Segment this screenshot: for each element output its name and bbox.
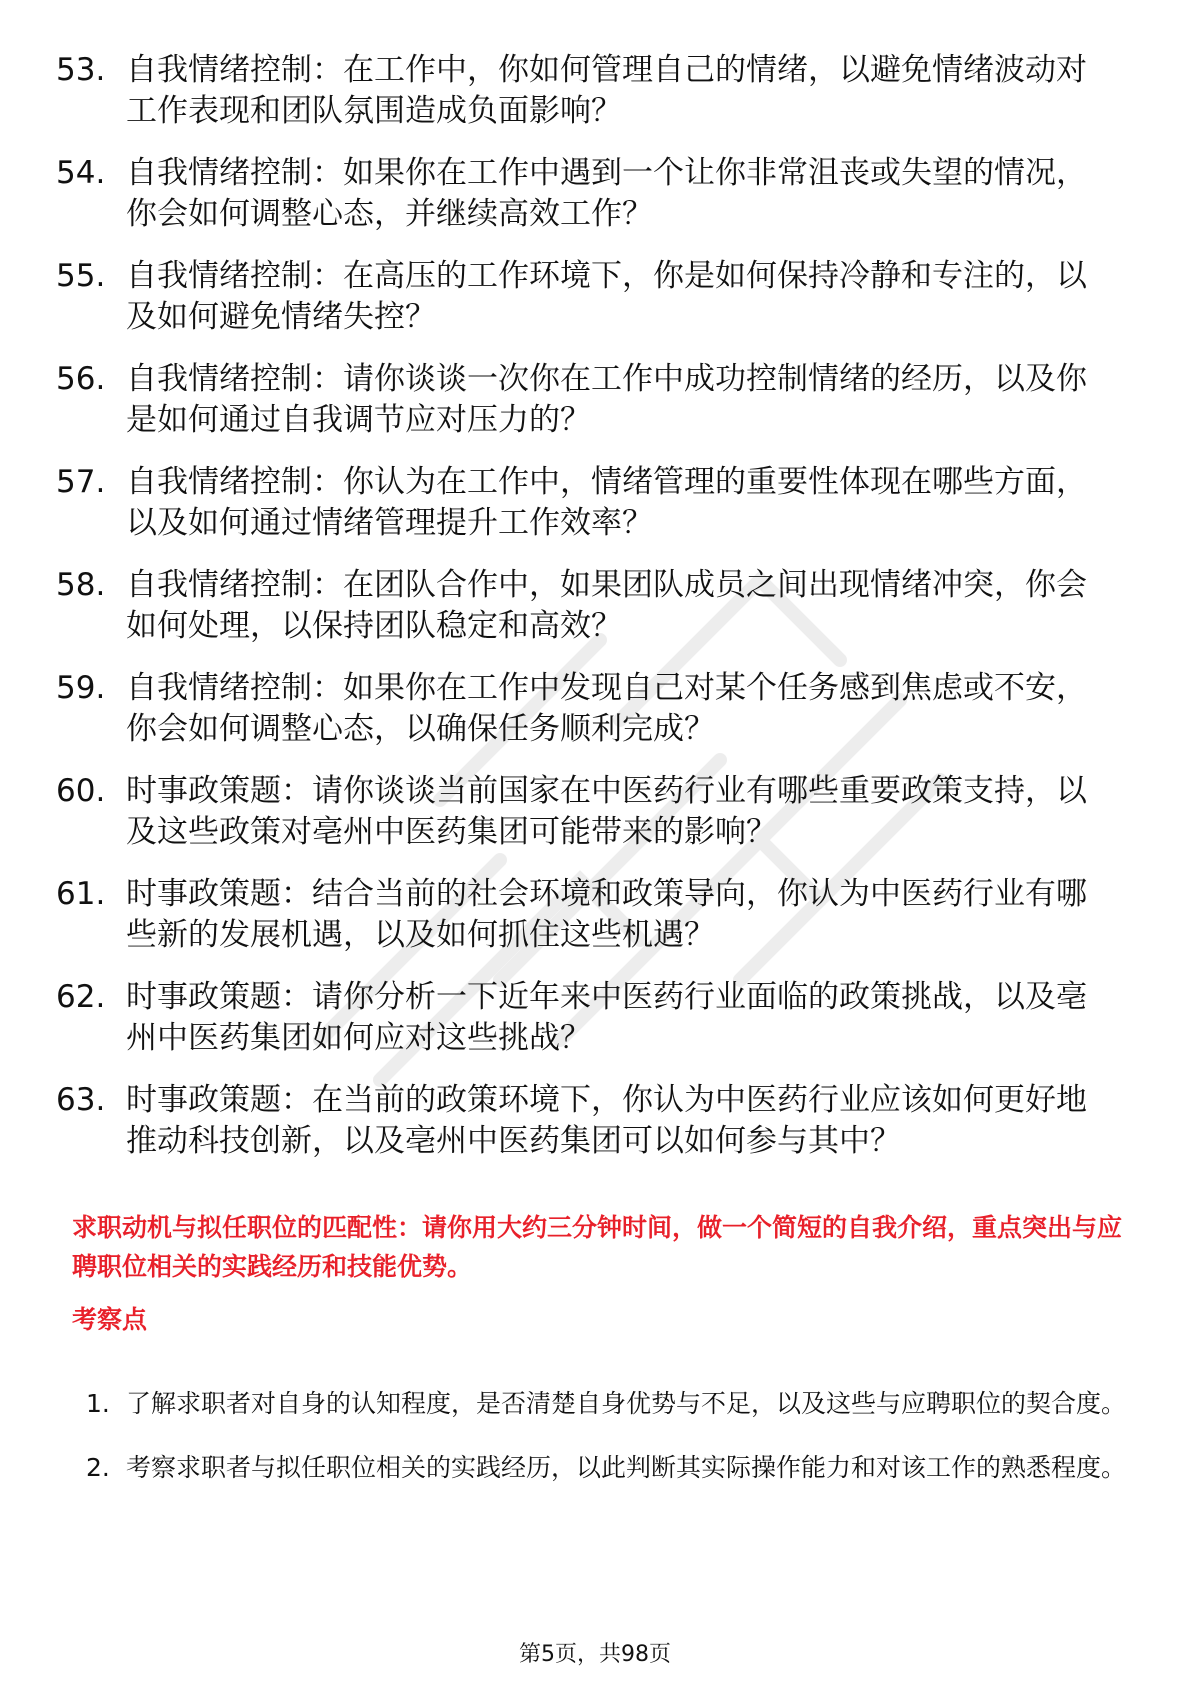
question-list — [56, 50, 1116, 1183]
question-item — [56, 771, 1116, 853]
question-item — [56, 50, 1116, 132]
point-number: 1. — [86, 1389, 110, 1418]
question-item — [56, 565, 1116, 647]
question-text: 时事政策题：结合当前的社会环境和政策导向，你认为中医药行业有哪些新的发展机遇，以及如何抓住这些机遇？ — [126, 876, 1087, 953]
question-text: 自我情绪控制：在团队合作中，如果团队成员之间出现情绪冲突，你会如何处理，以保持团队稳定和高效？ — [126, 567, 1087, 644]
question-text: 时事政策题：请你谈谈当前国家在中医药行业有哪些重要政策支持，以及这些政策对亳州中医药集团可能带来的影响？ — [126, 773, 1087, 850]
assessment-points-list — [86, 1376, 1126, 1504]
highlighted-question: 求职动机与拟任职位的匹配性：请你用大约三分钟时间，做一个简短的自我介绍，重点突出与应聘职位相关的实践经历和技能优势。 — [72, 1213, 1123, 1281]
question-number: 63. — [56, 1082, 106, 1118]
question-text: 自我情绪控制：在工作中，你如何管理自己的情绪，以避免情绪波动对工作表现和团队氛围造成负面影响？ — [126, 52, 1087, 129]
question-text: 自我情绪控制：如果你在工作中遇到一个让你非常沮丧或失望的情况，你会如何调整心态，并继续高效工作？ — [126, 155, 1087, 232]
question-item — [56, 462, 1116, 544]
question-item — [56, 256, 1116, 338]
question-item — [56, 668, 1116, 750]
point-text: 了解求职者对自身的认知程度，是否清楚自身优势与不足，以及这些与应聘职位的契合度。 — [126, 1389, 1127, 1418]
point-number: 2. — [86, 1453, 110, 1482]
question-number: 53. — [56, 52, 106, 88]
question-text: 自我情绪控制：在高压的工作环境下，你是如何保持冷静和专注的，以及如何避免情绪失控？ — [126, 258, 1087, 335]
section-heading: 考察点 — [72, 1305, 148, 1334]
question-item — [56, 359, 1116, 441]
question-text: 时事政策题：在当前的政策环境下，你认为中医药行业应该如何更好地推动科技创新，以及亳州中医药集团可以如何参与其中？ — [126, 1082, 1087, 1159]
question-number: 57. — [56, 464, 106, 500]
point-text: 考察求职者与拟任职位相关的实践经历，以此判断其实际操作能力和对该工作的熟悉程度。 — [126, 1453, 1127, 1482]
question-text: 自我情绪控制：请你谈谈一次你在工作中成功控制情绪的经历，以及你是如何通过自我调节应对压力的？ — [126, 361, 1087, 438]
question-item — [56, 1080, 1116, 1162]
question-number: 58. — [56, 567, 106, 603]
assessment-point — [86, 1376, 1126, 1431]
question-item — [56, 977, 1116, 1059]
question-number: 62. — [56, 979, 106, 1015]
page-footer: 第5页，共98页 — [519, 1642, 671, 1667]
assessment-point — [86, 1440, 1126, 1495]
question-number: 60. — [56, 773, 106, 809]
question-item — [56, 153, 1116, 235]
question-text: 自我情绪控制：你认为在工作中，情绪管理的重要性体现在哪些方面，以及如何通过情绪管理提升工作效率？ — [126, 464, 1087, 541]
question-text: 时事政策题：请你分析一下近年来中医药行业面临的政策挑战，以及亳州中医药集团如何应对这些挑战？ — [126, 979, 1087, 1056]
question-number: 59. — [56, 670, 106, 706]
question-item — [56, 874, 1116, 956]
question-number: 54. — [56, 155, 106, 191]
question-number: 56. — [56, 361, 106, 397]
question-number: 61. — [56, 876, 106, 912]
question-text: 自我情绪控制：如果你在工作中发现自己对某个任务感到焦虑或不安，你会如何调整心态，以确保任务顺利完成？ — [126, 670, 1087, 747]
question-number: 55. — [56, 258, 106, 294]
